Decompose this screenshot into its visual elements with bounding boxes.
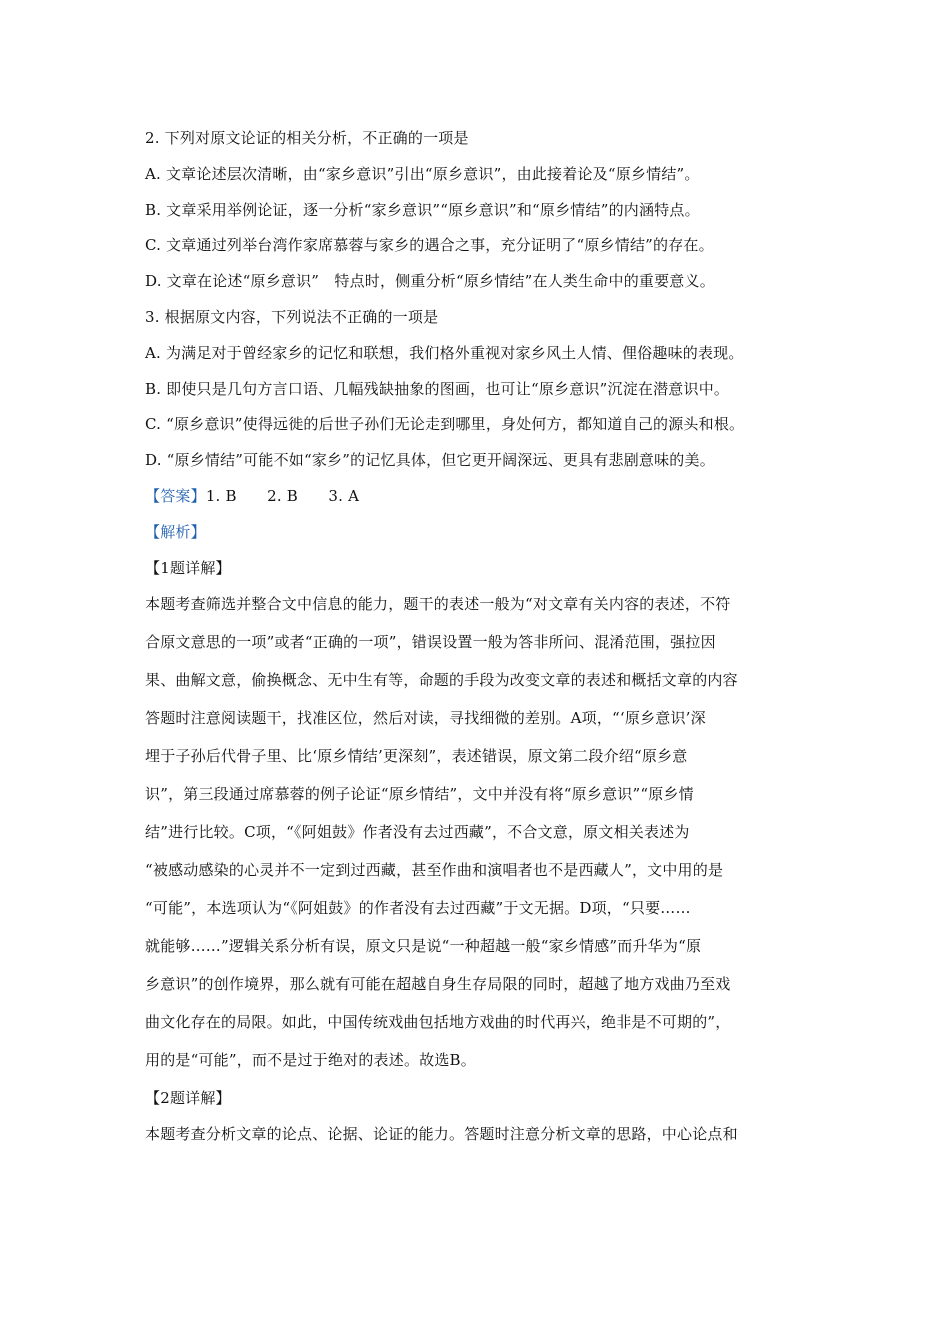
detail1-line-5: 埋于子孙后代骨子里、比‘原乡情结’更深刻”，表述错误，原文第二段介绍“原乡意	[145, 747, 688, 765]
detail1-line-1: 本题考查筛选并整合文中信息的能力，题干的表述一般为“对文章有关内容的表述，不符	[145, 595, 731, 613]
answer-label: 【答案】	[145, 487, 206, 505]
q3-option-c: C. “原乡意识”使得远徙的后世子孙们无论走到哪里，身处何方，都知道自己的源头和根。	[145, 415, 745, 433]
answer-line	[145, 486, 825, 506]
q2-option-d: D. 文章在论述“原乡意识” 特点时，侧重分析“原乡情结”在人类生命中的重要意义。	[145, 272, 715, 290]
detail1-line-12: 曲文化存在的局限。如此，中国传统戏曲包括地方戏曲的时代再兴，绝非是不可期的”，	[145, 1013, 731, 1031]
analysis-label: 【解析】	[145, 523, 206, 541]
q2-option-c: C. 文章通过列举台湾作家席慕蓉与家乡的遇合之事，充分证明了“原乡情结”的存在。	[145, 236, 714, 254]
detail1-heading: 【1题详解】	[145, 559, 231, 577]
detail1-line-6: 识”，第三段通过席慕蓉的例子论证“原乡情结”，文中并没有将“原乡意识”“原乡情	[145, 785, 694, 803]
detail1-line-3: 果、曲解文意，偷换概念、无中生有等，命题的手段为改变文章的表述和概括文章的内容	[145, 671, 738, 689]
q3-option-b: B. 即使只是几句方言口语、几幅残缺抽象的图画，也可让“原乡意识”沉淀在潜意识中。	[145, 380, 730, 398]
q2-option-a: A. 文章论述层次清晰，由“家乡意识”引出“原乡意识”，由此接着论及“原乡情结”。	[145, 165, 700, 183]
detail1-line-4: 答题时注意阅读题干，找准区位，然后对读，寻找细微的差别。A项，“‘原乡意识’深	[145, 709, 706, 727]
q2-option-b: B. 文章采用举例论证，逐一分析“家乡意识”“原乡意识”和“原乡情结”的内涵特点。	[145, 201, 700, 219]
q2-stem: 2. 下列对原文论证的相关分析，不正确的一项是	[145, 129, 469, 147]
detail1-line-11: 乡意识”的创作境界，那么就有可能在超越自身生存局限的同时，超越了地方戏曲乃至戏	[145, 975, 731, 993]
q3-stem: 3. 根据原文内容，下列说法不正确的一项是	[145, 308, 439, 326]
detail1-line-8: “被感动感染的心灵并不一定到过西藏，甚至作曲和演唱者也不是西藏人”，文中用的是	[145, 861, 724, 879]
detail1-line-7: 结”进行比较。C项，“《阿姐鼓》作者没有去过西藏”，不合文意，原文相关表述为	[145, 823, 690, 841]
q3-option-a: A. 为满足对于曾经家乡的记忆和联想，我们格外重视对家乡风土人情、俚俗趣味的表现。	[145, 344, 744, 362]
q3-option-d: D. “原乡情结”可能不如“家乡”的记忆具体，但它更开阔深远、更具有悲剧意味的美。	[145, 451, 715, 469]
detail1-line-2: 合原文意思的一项”或者“正确的一项”，错误设置一般为答非所问、混淆范围，强拉因	[145, 633, 716, 651]
detail1-line-10: 就能够……”逻辑关系分析有误，原文只是说“一种超越一般“家乡情感”而升华为“原	[145, 937, 702, 955]
detail1-line-9: “可能”，本选项认为“《阿姐鼓》的作者没有去过西藏”于文无据。D项，“只要……	[145, 899, 691, 917]
answer-text: 1. B 2. B 3. A	[205, 487, 360, 505]
detail2-heading: 【2题详解】	[145, 1089, 231, 1107]
detail2-line-1: 本题考查分析文章的论点、论据、论证的能力。答题时注意分析文章的思路，中心论点和	[145, 1125, 738, 1143]
detail1-line-13: 用的是“可能”，而不是过于绝对的表述。故选B。	[145, 1051, 476, 1069]
